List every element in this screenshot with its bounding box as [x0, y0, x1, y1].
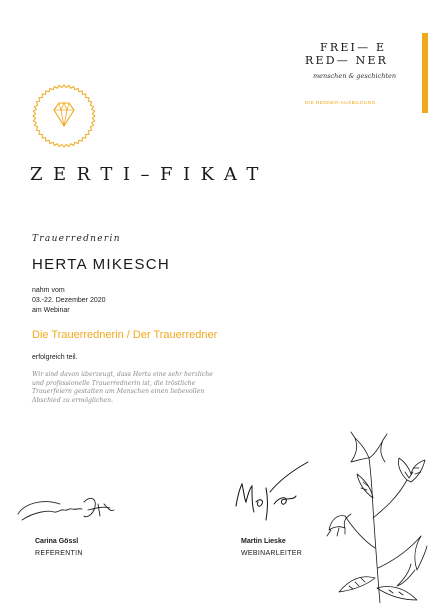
- description-line: Abschied zu ermöglichen.: [32, 396, 114, 404]
- diamond-seal-icon: [28, 80, 100, 152]
- course-dates: 03.-22. Dezember 2020: [32, 297, 106, 304]
- description-line: und professionelle Trauerrednerin ist, die tröstliche: [32, 379, 196, 387]
- logo-line-1: FREI— E: [320, 41, 387, 54]
- description-line: Wir sind davon überzeugt, dass Herta eine sehr herzliche: [32, 371, 213, 378]
- signer-1-title: REFERENTIN: [35, 550, 83, 557]
- brand-accent-bar: [422, 33, 428, 113]
- description-paragraph: [32, 371, 282, 405]
- logo-tagline: menschen & geschichten: [313, 72, 397, 80]
- course-title: Die Trauerrednerin / Der Trauerredner: [32, 329, 218, 341]
- result-text: erfolgreich teil.: [32, 354, 78, 361]
- logo-line-2: RED— NER: [305, 54, 389, 67]
- logo-subtitle: DIE REDNER-AUSBILDUNG: [305, 101, 376, 106]
- recipient-name: HERTA MIKESCH: [32, 256, 171, 273]
- signature-carina: [14, 482, 122, 526]
- signer-1-name: Carina Gössl: [35, 538, 79, 545]
- signer-2-name: Martin Lieske: [241, 538, 286, 545]
- signature-martin: [222, 458, 320, 524]
- certificate-heading: ZERTI–FIKAT: [30, 164, 269, 185]
- description-line: Trauerfeiern gestalten um Menschen einen liebevollen: [32, 388, 205, 396]
- signer-2-title: WEBINARLEITER: [241, 550, 303, 557]
- intro-text: nahm vom: [32, 287, 65, 294]
- flower-sketch-icon: [325, 428, 428, 603]
- course-format: am Webinar: [32, 307, 70, 314]
- recipient-role: Trauerrednerin: [32, 234, 121, 244]
